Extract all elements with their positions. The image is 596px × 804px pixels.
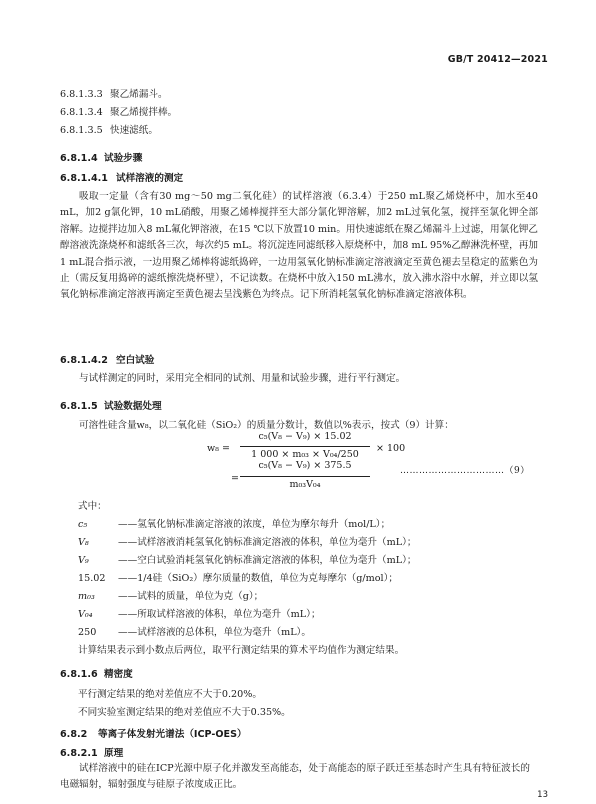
variable-symbol: V₈ xyxy=(78,537,89,548)
section-number: 6.8.1.6 xyxy=(60,669,98,680)
equation-numerator-2: c₅(V₈ − V₉) × 375.5 xyxy=(258,460,352,471)
variable-description: ——氢氧化钠标准滴定溶液的浓度，单位为摩尔每升（mol/L）； xyxy=(118,519,391,530)
section-heading-data xyxy=(60,398,162,412)
variable-symbol: 15.02 xyxy=(78,573,106,584)
equation-multiplier: × 100 xyxy=(376,443,406,454)
variable-description: ——所取试样溶液的体积，单位为毫升（mL）； xyxy=(118,609,321,620)
variable-definition xyxy=(78,588,263,602)
result-note: 计算结果表示到小数点后两位，取平行测定结果的算术平均值作为测定结果。 xyxy=(78,645,405,656)
item-text: 聚乙烯漏斗。 xyxy=(110,89,168,100)
list-item xyxy=(60,104,177,118)
section-number: 6.8.2.1 xyxy=(60,748,98,759)
precision-line-2: 不同实验室测定结果的绝对差值应不大于0.35%。 xyxy=(78,707,291,718)
data-intro-paragraph: 可溶性硅含量w₈，以二氧化硅（SiO₂）的质量分数计，数值以%表示，按式（9）计算： xyxy=(79,420,454,431)
item-number: 6.8.1.3.3 xyxy=(60,89,103,100)
section-heading-principle xyxy=(60,745,123,759)
variable-description: ——试样溶液消耗氢氧化钠标准滴定溶液的体积，单位为毫升（mL）； xyxy=(118,537,417,548)
precision-line-1: 平行测定结果的绝对差值应不大于0.20%。 xyxy=(78,689,262,700)
variable-definition xyxy=(78,570,398,584)
item-number: 6.8.1.3.4 xyxy=(60,107,103,118)
section-heading-steps xyxy=(60,150,142,164)
variable-description: ——试料的质量，单位为克（g）； xyxy=(118,591,264,602)
list-item xyxy=(60,122,158,136)
section-title: 精密度 xyxy=(104,669,133,680)
section-title: 原理 xyxy=(104,748,124,759)
section-title: 试验步骤 xyxy=(104,153,143,164)
variable-symbol: 250 xyxy=(78,627,97,638)
sample-test-paragraph: 吸取一定量（含有30 mg～50 mg二氧化硅）的试样溶液（6.3.4）于250 mL聚乙烯烧杯中，加水至40 mL，加2 g氯化钾，10 mL硝酸，用聚乙烯棒搅拌至大部分氯化钾溶解，加2 mL过氧化氢，搅拌至氯化钾全部溶解。边搅拌边加入8 mL氟化钾溶液，在15 ℃以下放置10 min。用快速滤纸在聚乙烯漏斗上过滤，用氯化钾乙醇溶液洗涤烧杯和滤纸各三次，每次约5 mL。将沉淀连同滤纸移入原烧杯中，加8 mL 95%乙醇淋洗杯壁，再加1 mL混合指示液，一边用聚乙烯棒将滤纸捣碎，一边用氢氧化钠标准滴定溶液滴定至黄色褪去呈稳定的蓝紫色为止（需反复用捣碎的滤纸擦洗烧杯壁），不记读数。在烧杯中放入150 mL沸水，放入沸水浴中水解，并立即以氢氧化钠标准滴定溶液再滴定至黄色褪去呈浅紫色为终点。记下所消耗氢氧化钠标准滴定溶液体积。 xyxy=(60,191,538,301)
blank-paragraph: 与试样测定的同时，采用完全相同的试剂、用量和试验步骤，进行平行测定。 xyxy=(79,373,406,384)
variable-definition xyxy=(78,606,321,620)
equation-numerator-1: c₅(V₈ − V₉) × 15.02 xyxy=(258,431,352,442)
equation-denominator-2: m₀₃V₀₄ xyxy=(289,479,321,490)
equation-number: ……………………………（9） xyxy=(400,466,530,476)
section-title: 等离子体发射光谱法（ICP-OES） xyxy=(98,729,247,740)
where-label: 式中： xyxy=(78,501,107,512)
equation-equals: = xyxy=(231,473,239,484)
fraction-line xyxy=(240,476,370,477)
section-heading-icp xyxy=(60,726,247,740)
section-number: 6.8.1.4 xyxy=(60,153,98,164)
section-heading-sample-test xyxy=(60,170,183,184)
variable-definition xyxy=(78,516,390,530)
variable-symbol: c₅ xyxy=(78,519,88,530)
section-heading-blank xyxy=(60,352,154,366)
equation-lhs: w₈ = xyxy=(207,443,230,454)
section-heading-precision xyxy=(60,666,133,680)
section-title: 试样溶液的测定 xyxy=(116,173,184,184)
section-title: 空白试验 xyxy=(116,355,155,366)
fraction-line xyxy=(240,446,370,447)
section-title: 试验数据处理 xyxy=(104,401,162,412)
list-item xyxy=(60,86,168,100)
section-number: 6.8.1.4.1 xyxy=(60,173,108,184)
section-number: 6.8.2 xyxy=(60,729,88,740)
section-number: 6.8.1.4.2 xyxy=(60,355,108,366)
variable-description: ——试样溶液的总体积，单位为毫升（mL）。 xyxy=(118,627,311,638)
standard-code-header: GB/T 20412—2021 xyxy=(447,54,548,65)
page-number: 13 xyxy=(537,790,548,800)
principle-paragraph: 试样溶液中的硅在ICP光源中原子化并激发至高能态，处于高能态的原子跃迁至基态时产生具有特征波长的电磁辐射，辐射强度与硅原子浓度成正比。 xyxy=(60,763,530,791)
variable-definition xyxy=(78,552,416,566)
variable-definition xyxy=(78,534,416,548)
item-text: 聚乙烯搅拌棒。 xyxy=(110,107,178,118)
equation-denominator-1: 1 000 × m₀₃ × V₀₄/250 xyxy=(251,449,359,460)
item-text: 快速滤纸。 xyxy=(110,125,158,136)
variable-description: ——空白试验消耗氢氧化钠标准滴定溶液的体积，单位为毫升（mL）； xyxy=(118,555,417,566)
variable-symbol: m₀₃ xyxy=(78,591,95,602)
variable-definition xyxy=(78,624,311,638)
section-number: 6.8.1.5 xyxy=(60,401,98,412)
item-number: 6.8.1.3.5 xyxy=(60,125,103,136)
variable-symbol: V₉ xyxy=(78,555,89,566)
variable-description: ——1/4硅（SiO₂）摩尔质量的数值，单位为克每摩尔（g/mol）； xyxy=(118,573,398,584)
variable-symbol: V₀₄ xyxy=(78,609,93,620)
